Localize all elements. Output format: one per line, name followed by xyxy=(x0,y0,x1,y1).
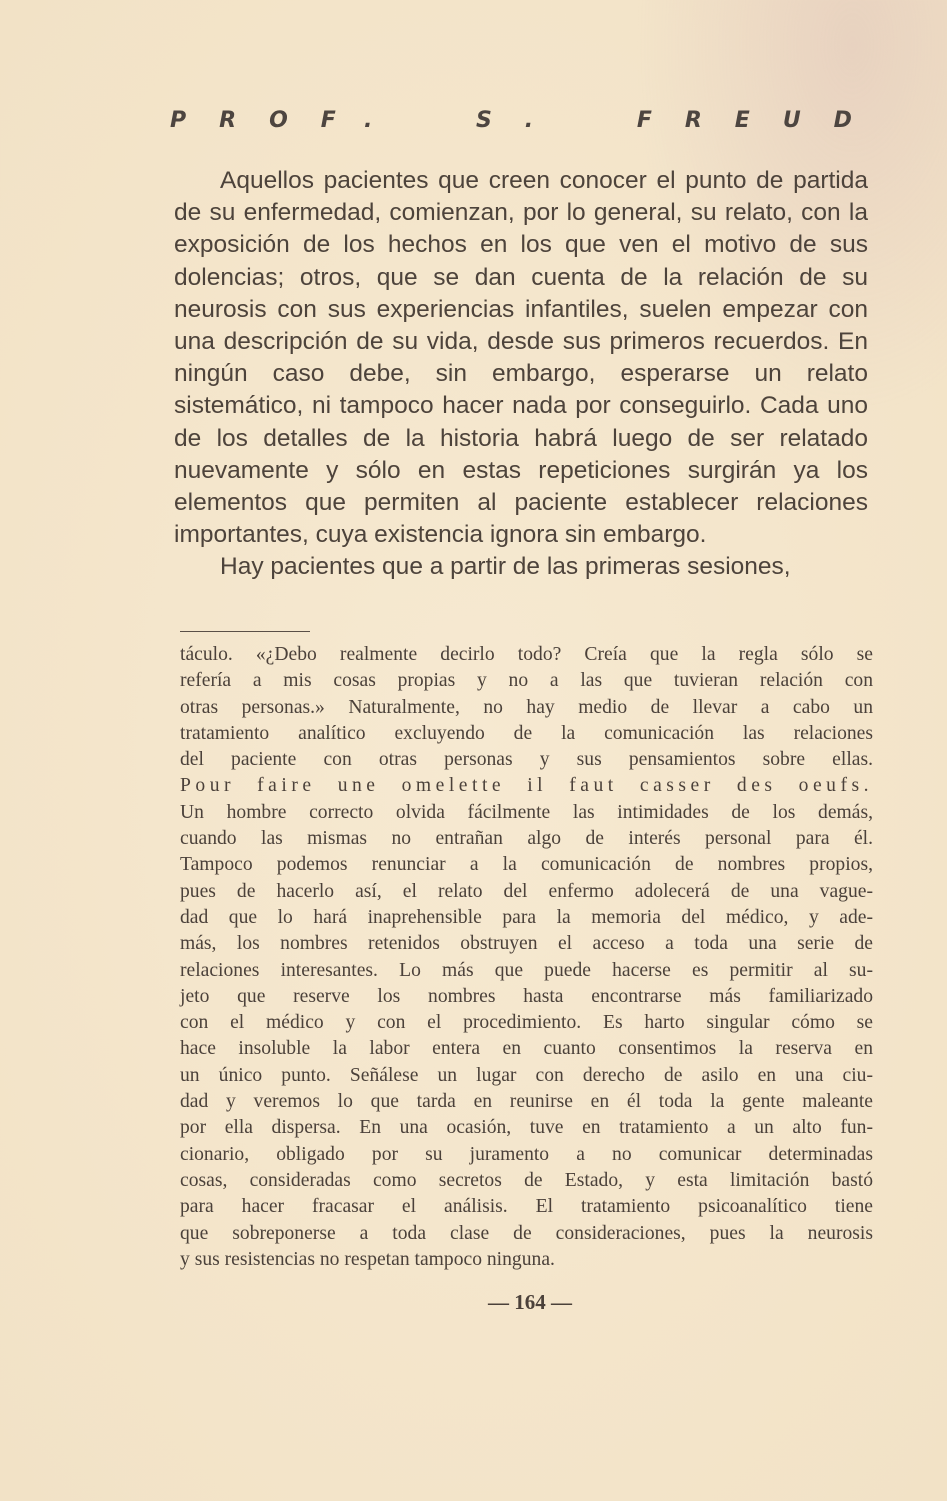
footnote-line: cuando las mismas no entrañan algo de interés personal para él. xyxy=(180,828,873,850)
body-paragraph: Aquellos pacientes que creen conocer el punto de partida de su enfermedad, comienzan, por lo general, su relato, con la exposición de los hechos en los que ven el motivo de sus dolencias; otros, que se dan cuenta de la relación de su neurosis con sus experiencias infantiles, suelen empezar con una descripción de su vida, desde sus primeros recuerdos. En ningún caso debe, sin embargo, esperarse un relato sistemático, ni tampoco hacer nada por conseguirlo. Cada uno de los detalles de la historia habrá luego de ser relatado nuevamente y sólo en estas repeticiones surgirán ya los elementos que permiten al paciente establecer relaciones importantes, cuya existencia ignora sin embargo. xyxy=(174,167,868,549)
footnote-line: y sus resistencias no respetan tampoco ninguna. xyxy=(180,1248,555,1270)
footnote-line: del paciente con otras personas y sus pensamientos sobre ellas. xyxy=(180,749,873,771)
footnote-line: cosas, consideradas como secretos de Estado, y esta limitación bastó xyxy=(180,1169,873,1191)
footnote-rule xyxy=(180,631,310,632)
running-head: PROF. S. FREUD xyxy=(170,108,885,133)
footnote-line: con el médico y con el procedimiento. Es harto singular cómo se xyxy=(180,1012,873,1034)
body-paragraph: Hay pacientes que a partir de las primeras sesiones, xyxy=(220,553,791,581)
footnote-line: cionario, obligado por su juramento a no comunicar determinadas xyxy=(180,1143,873,1165)
footnote-line: refería a mis cosas propias y no a las que tuvieran relación con xyxy=(180,670,873,692)
footnote-line: jeto que reserve los nombres hasta encontrarse más familiarizado xyxy=(180,985,873,1007)
footnote-line: pues de hacerlo así, el relato del enfermo adolecerá de una vague- xyxy=(180,880,873,902)
footnote-line: tratamiento analítico excluyendo de la comunicación las relaciones xyxy=(180,722,873,744)
footnote-line-french-quote: Pour faire une omelette il faut casser des oeufs. xyxy=(180,775,873,797)
body-text xyxy=(174,165,868,584)
footnote-line: otras personas.» Naturalmente, no hay medio de llevar a cabo un xyxy=(180,696,873,718)
footnote-line: dad que lo hará inaprehensible para la memoria del médico, y ade- xyxy=(180,906,873,928)
footnote-line: táculo. «¿Debo realmente decirlo todo? Creía que la regla sólo se xyxy=(180,644,873,665)
page-number: — 164 — xyxy=(488,1290,572,1314)
footnote xyxy=(180,642,873,1273)
footnote-line: hace insoluble la labor entera en cuanto consentimos la reserva en xyxy=(180,1038,873,1060)
footnote-line: Tampoco podemos renunciar a la comunicación de nombres propios, xyxy=(180,854,873,876)
footnote-line: dad y veremos lo que tarda en reunirse en él toda la gente maleante xyxy=(180,1091,873,1113)
footnote-line: más, los nombres retenidos obstruyen el acceso a toda una serie de xyxy=(180,933,873,955)
footnote-line: por ella dispersa. En una ocasión, tuve en tratamiento a un alto fun- xyxy=(180,1117,873,1139)
footnote-line: relaciones interesantes. Lo más que puede hacerse es permitir al su- xyxy=(180,959,873,981)
footnote-line: Un hombre correcto olvida fácilmente las intimidades de los demás, xyxy=(180,801,873,823)
footnote-line: para hacer fracasar el análisis. El tratamiento psicoanalítico tiene xyxy=(180,1196,873,1218)
footnote-line: que sobreponerse a toda clase de consideraciones, pues la neurosis xyxy=(180,1222,873,1244)
footnote-line: un único punto. Señálese un lugar con derecho de asilo en una ciu- xyxy=(180,1064,873,1086)
